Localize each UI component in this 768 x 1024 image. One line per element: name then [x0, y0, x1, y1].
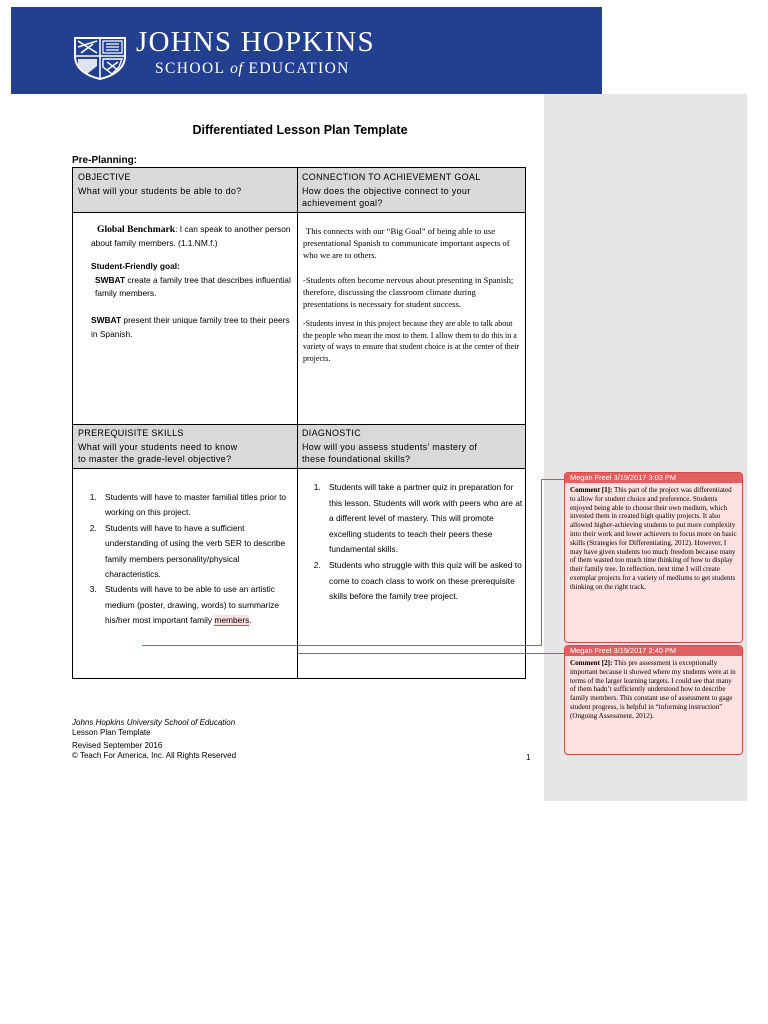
brand-sub-education: EDUCATION — [248, 60, 350, 77]
brand-sub-of: of — [230, 60, 244, 77]
document-footer — [72, 718, 236, 761]
row-divider — [73, 468, 525, 469]
benchmark-label: Global Benchmark — [97, 224, 176, 235]
benchmark-text: : I can speak to another person about family members. (1.1.NM.f.) — [91, 224, 291, 248]
friendly-goal-label-text: Student-Friendly goal: — [91, 261, 180, 272]
list-item: 1. Students will take a partner quiz in preparation for this lesson. Students will work with peers who are at a different level of mastery. This will promote excelling students to teach their peers these fundamental skills. — [323, 480, 525, 558]
swbat-label: SWBAT — [91, 314, 122, 325]
comment-1-connector-end — [541, 479, 565, 480]
row-divider — [73, 212, 525, 213]
prereq-list — [73, 490, 295, 629]
comment-author-date: Megan Freel 3/19/2017 2:40 PM — [565, 646, 742, 656]
brand-sub-school: SCHOOL — [155, 60, 225, 77]
connection-paragraph-1: This connects with our “Big Goal” of being able to use presentational Spanish to communicate important aspects of who we are to others. — [303, 226, 510, 261]
comment-2-connector — [297, 653, 564, 654]
connection-question: How does the objective connect to your achievement goal? — [302, 186, 471, 208]
diagnostic-caption: DIAGNOSTIC — [302, 428, 362, 438]
swbat-label: SWBAT — [95, 274, 126, 285]
connection-paragraph-2: -Students often become nervous about presenting in Spanish; therefore, discussing the classroom climate during presentations is necessary for student success. — [303, 274, 514, 310]
footer-template: Lesson Plan Template — [72, 728, 151, 737]
prereq-question-2: to master the grade-level objective? — [78, 454, 232, 464]
comment-label: Comment [2]: — [570, 659, 613, 667]
document-title: Differentiated Lesson Plan Template — [192, 123, 408, 137]
prereq-caption: PREREQUISITE SKILLS — [78, 428, 184, 438]
connection-caption: CONNECTION TO ACHIEVEMENT GOAL — [302, 172, 481, 182]
comment-1-connector-vertical — [541, 479, 542, 646]
comment-body — [565, 656, 742, 724]
university-shield-icon — [73, 36, 127, 80]
diagnostic-list — [297, 480, 525, 605]
list-item: 2. Students will have to have a sufficient understanding of using the verb SER to describe family members personality/physical characteristics. — [99, 521, 295, 583]
comment-bubble-1[interactable] — [564, 472, 743, 643]
diagnostic-question-1: How will you assess students’ mastery of — [302, 442, 478, 452]
comment-body — [565, 483, 742, 595]
footer-revised: Revised September 2016 — [72, 741, 163, 750]
section-label: Pre-Planning: — [72, 155, 138, 166]
comment-text: This pre assessment is exceptionally important because it showed where my students were at in terms of the larger learning targets. I could see that many of them hadn’t sufficiently understood how to describe family members. This constant use of assessment to gage student progress, is helpful in “informing instruction” (Ongoing Assessment, 2012). — [570, 659, 736, 720]
connection-paragraph-3: -Students invest in this project because they are able to talk about the people who mean the most to them. I allow them to do this in a variety of ways to ensure that student choice is at the center of their projects. — [303, 319, 520, 363]
row-divider — [73, 424, 525, 425]
list-item: 1. Students will have to master familial titles prior to working on this project. — [99, 490, 295, 521]
brand-subtitle — [155, 60, 350, 78]
lesson-plan-table — [72, 167, 526, 679]
diagnostic-question-2: these foundational skills? — [302, 454, 411, 464]
brand-name: JOHNS HOPKINS — [136, 26, 375, 58]
swbat-text: present their unique family tree to their peers in Spanish. — [91, 314, 290, 339]
comment-label: Comment [1]: — [570, 486, 613, 494]
footer-copyright: © Teach For America, Inc. All Rights Reserved — [72, 751, 237, 760]
objective-body — [91, 223, 291, 341]
swbat-text: create a family tree that describes influential family members. — [95, 274, 291, 299]
swbat-goal-2 — [91, 314, 291, 341]
prereq-header — [78, 427, 293, 465]
comment-1-connector — [142, 645, 542, 646]
swbat-goal-1 — [91, 274, 291, 301]
friendly-goal-label — [91, 260, 291, 274]
list-item-text: Students will have to be able to use an artistic medium (poster, drawing, words) to summarize his/her most important family — [105, 584, 280, 626]
connection-header — [302, 171, 517, 209]
header-banner — [11, 7, 602, 94]
comment-author-date: Megan Freel 3/19/2017 3:03 PM — [565, 473, 742, 483]
global-benchmark — [91, 223, 291, 250]
footer-institution: Johns Hopkins University School of Education — [72, 718, 236, 727]
prereq-question-1: What will your students need to know — [78, 442, 238, 452]
connection-body — [303, 225, 523, 365]
objective-question: What will your students be able to do? — [78, 186, 242, 196]
objective-caption: OBJECTIVE — [78, 172, 131, 182]
comment-text: This part of the project was differentiated to allow for student choice and preference. Students enjoyed being able to choose their own medium, which invested them in created high quality projects. It also allowed higher-achieving students to put more complexity into their work and lower achievers to focus more on basic skills (Strategies for Differentiating, 2012). However, I may have given students too much freedom because many of them wasted too much time thinking of how to display their family tree. In reflection, next time I will create exemplar projects for a variety of mediums to get students thinking on the right track. — [570, 486, 737, 591]
commented-text-marker[interactable]: members — [214, 615, 250, 626]
prereq-body — [73, 490, 295, 629]
list-item: 2. Students who struggle with this quiz will be asked to come to coach class to work on these prerequisite skills before the family tree project. — [323, 558, 525, 605]
diagnostic-header — [302, 427, 517, 465]
objective-header — [78, 171, 293, 197]
diagnostic-body — [297, 480, 525, 605]
page-number: 1 — [526, 753, 531, 762]
comment-bubble-2[interactable] — [564, 645, 743, 755]
list-item: 3. Students will have to be able to use an artistic medium (poster, drawing, words) to summarize his/her most important family members. — [99, 582, 295, 628]
